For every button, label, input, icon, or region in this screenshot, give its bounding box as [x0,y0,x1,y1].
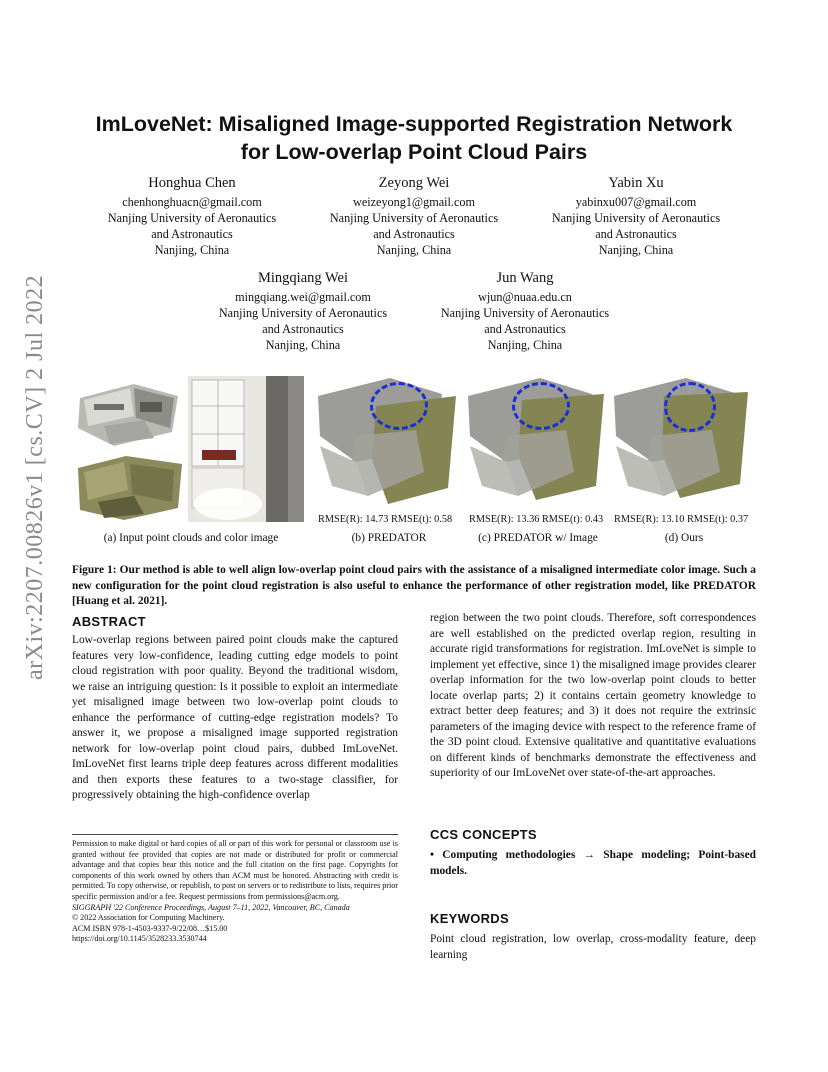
permission-text: Permission to make digital or hard copies of all or part of this work for personal or classroom use is granted without fee provided that copies are not made or distributed for profit or commercial advantage and that copies bear this notice and the full citation on the first page. Copyrights for components of this work owned by others than ACM must be honored. Abstracting with credit is permitted. To copy otherwise, or republish, to post on servers or to redistribute to lists, requires prior specific permission and/or a fee. Request permissions from permissions@acm.org. [72,839,398,901]
author-block [92,174,292,258]
author-block [314,174,514,258]
author-name: Zeyong Wei [378,175,450,191]
author-email[interactable]: yabinxu007@gmail.com [575,195,697,209]
author-affiliation: and Astronautics [484,322,566,336]
author-name: Yabin Xu [608,175,664,191]
author-affiliation: Nanjing University of Aeronautics [551,211,721,225]
abstract-text-left: Low-overlap regions between paired point clouds make the captured features very low-confidence, leading cutting edge models to point cloud registration with poor quality. Beyond the traditional wisdom, we raise an intriguing question: Is it possible to exploit an intermediate yet misaligned image between two low-overlap point clouds to enhance the performance of cutting-edge registration models? To answer it, we propose a misaligned image supported registration network for low-overlap point cloud pairs, dubbed ImLoveNet. ImLoveNet first learns triple deep features across different modalities and then exports these features to a two-stage classifier, for progressively obtaining the high-confidence overlap [72,634,398,802]
author-email[interactable]: weizeyong1@gmail.com [353,195,475,209]
ccs-section [430,827,756,879]
ccs-text: • Computing methodologies → Shape modeling; Point-based models. [430,849,756,877]
author-affiliation: Nanjing University of Aeronautics [440,306,610,320]
author-name: Jun Wang [496,270,554,286]
abstract-continuation [430,611,756,782]
color-image [188,376,304,522]
author-block [203,269,403,353]
isbn-line: ACM ISBN 978-1-4503-9337-9/22/08…$15.00 [72,923,228,933]
author-name: Honghua Chen [148,175,236,191]
metric-predator: RMSE(R): 14.73 RMSE(t): 0.58 [318,514,453,525]
abstract-text-right: region between the two point clouds. Therefore, soft correspondences are well established on the predicted overlap region, resulting in accurate rigid transformations for registration. ImLoveNet is simple to implement yet effective, since 1) the misaligned image provides clearer overlap information for the two low-overlap point clouds to better locate overlap parts; 2) it contains certain geometry knowledge to extract better deep features; and 3) it does not require the extrinsic parameters of the imaging device with respect to the reference frame of the 3D point cloud. Extensive qualitative and quantitative evaluations on different kinds of benchmarks demonstrate the effectiveness and superiority of our ImLoveNet over state-of-the-art approaches. [430,612,756,780]
subcaption-c: (c) PREDATOR w/ Image [478,532,598,544]
author-location: Nanjing, China [487,338,563,352]
subcaption-b: (b) PREDATOR [351,532,427,544]
author-block [425,269,625,353]
author-block [536,174,736,258]
overlap-highlight [664,382,716,432]
author-location: Nanjing, China [265,338,341,352]
author-affiliation: and Astronautics [373,227,455,241]
author-affiliation: and Astronautics [262,322,344,336]
keywords-text: Point cloud registration, low overlap, cross-modality feature, deep learning [430,933,756,961]
keywords-heading: KEYWORDS [430,911,509,926]
author-location: Nanjing, China [598,243,674,257]
paper-title [60,110,768,166]
permission-notice [72,834,398,945]
title-line-2: for Low-overlap Point Cloud Pairs [240,140,588,164]
ccs-heading: CCS CONCEPTS [430,827,537,842]
copyright-line: © 2022 Association for Computing Machinery. [72,913,225,923]
abstract-section [72,614,398,804]
overlap-highlight [370,382,428,430]
subcaption-d: (d) Ours [664,532,704,544]
metric-predator-with-image: RMSE(R): 13.36 RMSE(t): 0.43 [469,514,604,525]
subcaption-a: (a) Input point clouds and color image [103,532,279,544]
metric-ours: RMSE(R): 13.10 RMSE(t): 0.37 [614,514,749,525]
author-affiliation: Nanjing University of Aeronautics [329,211,499,225]
doi-link[interactable]: https://doi.org/10.1145/3528233.3530744 [72,934,207,944]
author-affiliation: and Astronautics [595,227,677,241]
author-location: Nanjing, China [376,243,452,257]
author-affiliation: Nanjing University of Aeronautics [107,211,277,225]
author-email[interactable]: wjun@nuaa.edu.cn [478,290,572,304]
point-cloud-image [74,454,184,522]
point-cloud-image [74,376,182,450]
author-email[interactable]: mingqiang.wei@gmail.com [235,290,371,304]
conference-venue: SIGGRAPH '22 Conference Proceedings, August 7–11, 2022, Vancouver, BC, Canada [72,902,350,912]
keywords-section [430,911,756,963]
author-name: Mingqiang Wei [258,270,348,286]
title-line-1: ImLoveNet: Misaligned Image-supported Registration Network [95,112,733,136]
author-location: Nanjing, China [154,243,230,257]
author-affiliation: Nanjing University of Aeronautics [218,306,388,320]
abstract-heading: ABSTRACT [72,614,146,629]
figure-caption: Figure 1: Our method is able to well align low-overlap point cloud pairs with the assistance of a misaligned intermediate color image. Such a new configuration for the point cloud registration is also useful to enhance the performance of other registration model, like PREDATOR [Huang et al. 2021]. [72,564,756,607]
author-affiliation: and Astronautics [151,227,233,241]
overlap-highlight [512,382,570,430]
author-email[interactable]: chenhonghuacn@gmail.com [122,195,262,209]
arxiv-stamp: arXiv:2207.00826v1 [cs.CV] 2 Jul 2022 [22,274,48,680]
